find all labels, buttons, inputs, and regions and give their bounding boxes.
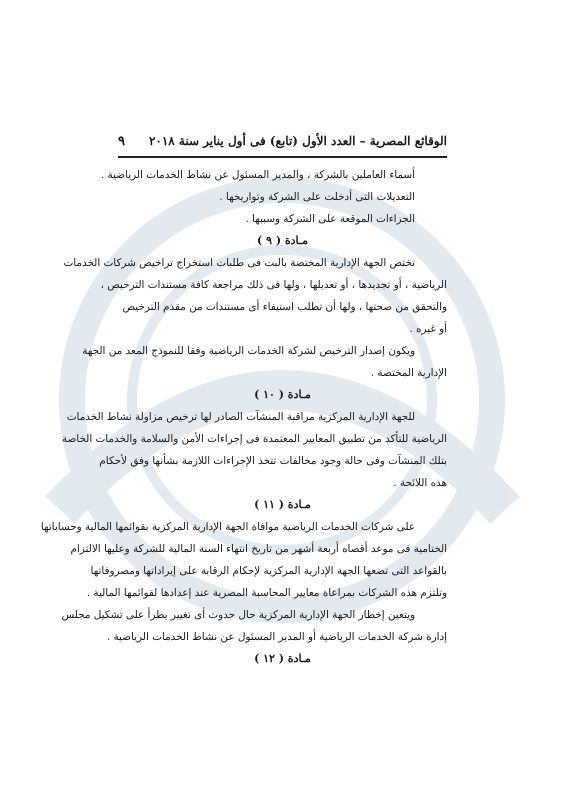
paragraph-line: الختامية فى موعد أقصاه أربعة أشهر من تاريخ انتهاء السنة المالية للشركة وعليها الالتزام	[70, 543, 447, 555]
header-divider	[118, 156, 447, 158]
paragraph-line: إدارة شركة الخدمات الرياضية أو المدير المسئول عن نشاط الخدمات الرياضية .	[106, 631, 447, 643]
paragraph-line: الرياضية ، أو تجديدها ، أو تعديلها ، ولها فى ذلك مراجعة كافة مستندات الترخيص ،	[100, 279, 447, 291]
paragraph-line: تختص الجهة الإدارية المختصة بالبت فى طلبات استخراج تراخيص شركات الخدمات	[63, 257, 415, 269]
paragraph-line: أسماء العاملين بالشركة ، والمدير المسئول عن نشاط الخدمات الرياضية .	[100, 169, 415, 181]
paragraph-line: أو غيره .	[409, 323, 447, 335]
article-heading: مـادة ( ١٢ )	[254, 652, 311, 665]
paragraph-line: الإدارية المختصة .	[370, 367, 447, 379]
paragraph-line: هذه اللائحة .	[393, 477, 447, 489]
article-heading: مـادة ( ٩ )	[257, 234, 308, 247]
document-body	[40, 164, 447, 670]
paragraph-line: ويتعين إخطار الجهة الإدارية المركزية حال حدوث أى تغيير يطرأ على تشكيل مجلس	[61, 609, 415, 621]
article-heading: مـادة ( ١١ )	[254, 498, 311, 511]
article-heading: مـادة ( ١٠ )	[254, 388, 311, 401]
paragraph-line: ويكون إصدار الترخيص لشركة الخدمات الرياضية وفقا للنموذج المعد من الجهة	[82, 345, 415, 357]
paragraph-line: بتلك المنشآت وفى حالة وجود مخالفات تتخذ الإجراءات اللازمة بشأنها وفق لأحكام	[99, 455, 447, 467]
paragraph-line: الرياضية للتأكد من تطبيق المعايير المعتمدة فى إجراءات الأمن والسلامة والخدمات الخاصة	[61, 433, 447, 445]
paragraph-line: للجهة الإدارية المركزية مراقبة المنشآت الصادر لها ترخيص مزاولة نشاط الخدمات	[66, 411, 415, 423]
paragraph-line: التعديلات التى أدخلت على الشركة وتواريخها .	[219, 191, 415, 203]
page-header	[118, 134, 447, 156]
paragraph-line: الجزاءات الموقعة على الشركة وسببها .	[245, 213, 415, 225]
paragraph-line: بالقواعد التى تضعها الجهة الإدارية المركزية لإحكام الرقابة على إيراداتها ومصروفاتها	[90, 565, 447, 577]
page-number: ٩	[118, 134, 125, 149]
paragraph-line: والتحقق من صحتها ، ولها أن تطلب استيفاء أى مستندات من مقدم الترخيص	[122, 301, 447, 313]
paragraph-line: وتلتزم هذه الشركات بمراعاة معايير المحاسبة المصرية عند إعدادها لقوائمها المالية .	[86, 587, 447, 599]
paragraph-line: على شركات الخدمات الرياضية موافاة الجهة الإدارية المركزية بقوائمها المالية وحساباتها	[40, 521, 415, 533]
header-title: الوقائع المصرية – العدد الأول (تابع) فى أول يناير سنة ٢٠١٨	[148, 134, 447, 148]
